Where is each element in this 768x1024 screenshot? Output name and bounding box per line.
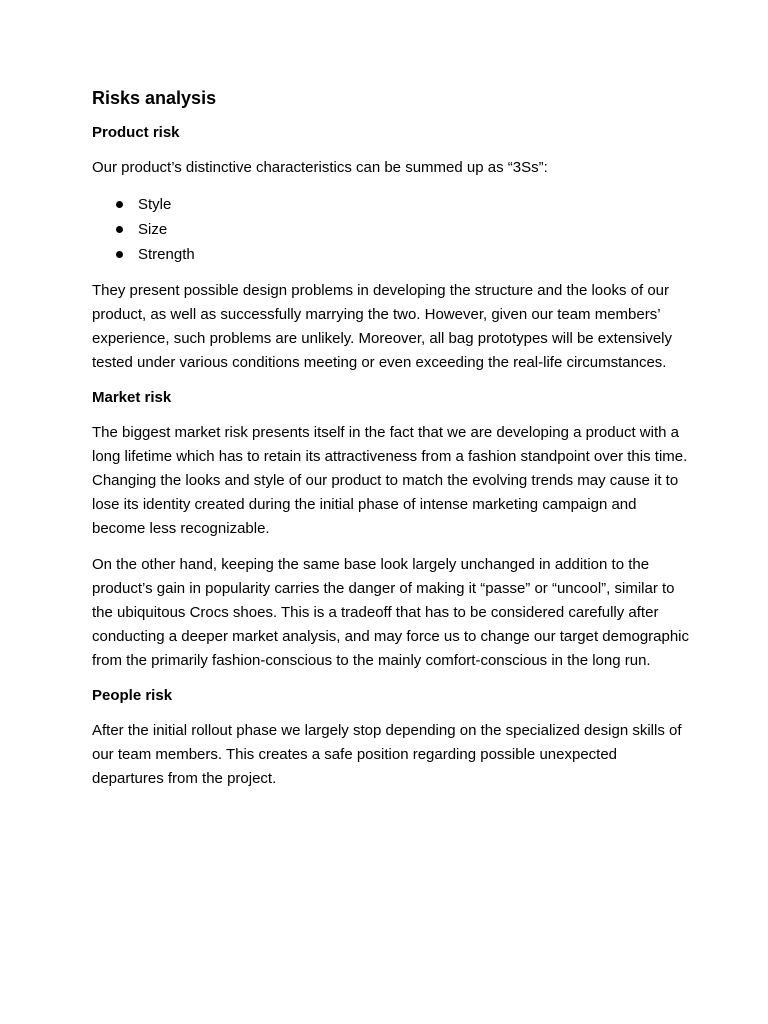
document-page [92,86,692,803]
people-risk-paragraph: After the initial rollout phase we largely stop depending on the specialized design skills of our team members. This creates a safe position regarding possible unexpected departures from the project. [92,722,682,787]
product-risk-heading: Product risk [92,124,180,141]
product-risk-paragraph: They present possible design problems in developing the structure and the looks of our product, as well as successfully marrying the two. However, given our team members’ experience, such problems are unlikely. Moreover, all bag prototypes will be extensively tested under various conditions meeting or even exceeding the real-life circumstances. [92,282,673,371]
list-item [92,217,692,242]
bullet-icon [116,226,123,233]
characteristics-list [92,192,692,267]
market-risk-paragraph-2: On the other hand, keeping the same base look largely unchanged in addition to the product’s gain in popularity carries the danger of making it “passe” or “uncool”, similar to the ubiquitous Crocs shoes. This is a tradeoff that has to be considered carefully after conducting a deeper market analysis, and may force us to change our target demographic from the primarily fashion-conscious to the mainly comfort-conscious in the long run. [92,556,690,669]
bullet-icon [116,201,123,208]
bullet-icon [116,251,123,258]
people-risk-section [92,685,692,791]
people-risk-heading: People risk [92,687,173,704]
market-risk-paragraph-1: The biggest market risk presents itself in the fact that we are developing a product with a long lifetime which has to retain its attractiveness from a fashion standpoint over this time. Changing the looks and style of our product to match the evolving trends may cause it to lose its identity created during the initial phase of intense marketing campaign and become less recognizable. [92,424,688,537]
list-item-label: Size [138,221,168,238]
list-item [92,192,692,217]
market-risk-section [92,387,692,673]
list-item-label: Style [138,196,172,213]
list-item [92,242,692,267]
product-risk-intro: Our product’s distinctive characteristics can be summed up as “3Ss”: [92,159,548,176]
list-item-label: Strength [138,246,195,263]
market-risk-heading: Market risk [92,389,172,406]
document-title: Risks analysis [92,88,217,108]
product-risk-section [92,122,692,375]
